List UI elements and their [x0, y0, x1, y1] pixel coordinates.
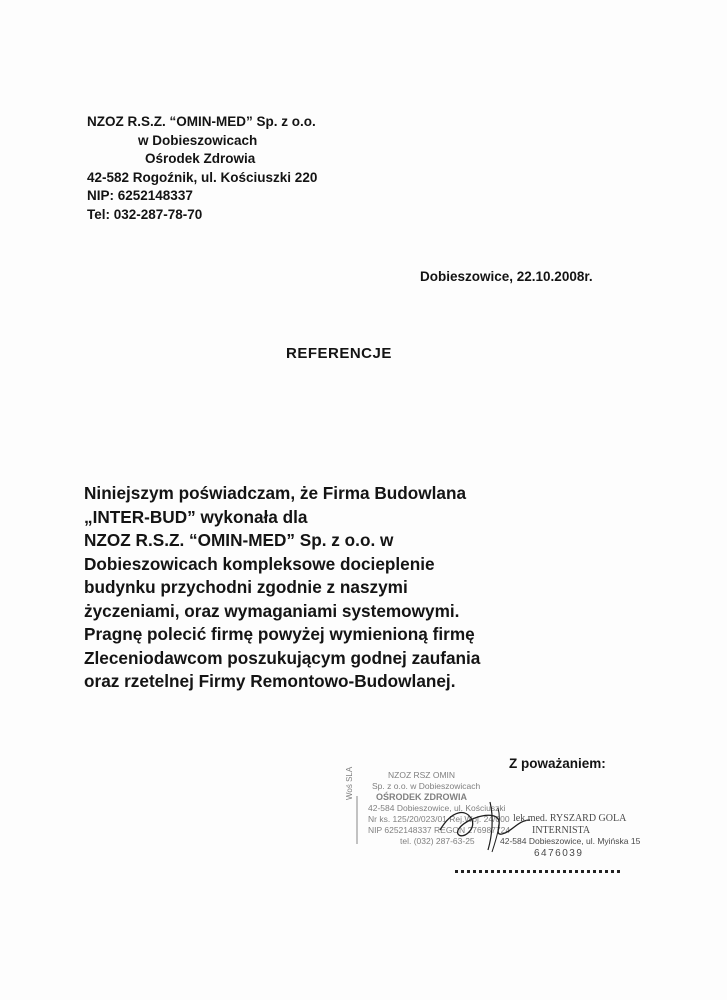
- stamp-line: tel. (032) 287-63-25: [400, 836, 475, 846]
- sender-nip: NIP: 6252148337: [87, 188, 193, 203]
- stamp-line: 42-584 Dobieszowice, ul. Kościuszki: [368, 803, 506, 813]
- doctor-stamp-name: lek.med. RYSZARD GOLA: [513, 813, 627, 824]
- stamp-line: Sp. z o.o. w Dobieszowicach: [372, 781, 481, 791]
- sender-unit: Ośrodek Zdrowia: [145, 151, 256, 166]
- body-line: Dobieszowicach kompleksowe docieplenie: [84, 553, 435, 574]
- doctor-stamp-specialty: INTERNISTA: [532, 824, 591, 836]
- stamp-line: NZOZ RSZ OMIN: [388, 770, 456, 780]
- doctor-stamp-number: 6476039: [534, 847, 584, 859]
- document-title: REFERENCJE: [286, 345, 392, 362]
- body-line: Zleceniodawcom poszukującym godnej zaufania: [84, 647, 481, 668]
- sender-address-block: [87, 113, 317, 224]
- sender-street-address: 42-582 Rogoźnik, ul. Kościuszki 220: [87, 169, 318, 185]
- sender-locality: w Dobieszowicach: [138, 132, 258, 148]
- stamp-line: NIP 6252148337 REGON 276987724: [368, 825, 511, 835]
- stamp-line: OŚRODEK ZDROWIA: [376, 792, 467, 802]
- body-line: życzeniami, oraz wymaganiami systemowymi.: [84, 600, 460, 621]
- body-line: Pragnę polecić firmę powyżej wymienioną firmę: [84, 624, 475, 644]
- body-line: budynku przychodni zgodnie z naszymi: [84, 577, 408, 597]
- stamp-side-text: Woś SLA: [345, 766, 354, 800]
- reference-body: [84, 482, 480, 694]
- body-line: NZOZ R.S.Z. “OMIN-MED” Sp. z o.o. w: [84, 530, 394, 550]
- sender-company-name: NZOZ R.S.Z. “OMIN-MED” Sp. z o.o.: [87, 114, 316, 129]
- body-line: oraz rzetelnej Firmy Remontowo-Budowlanej.: [84, 671, 456, 691]
- body-line: „INTER-BUD” wykonała dla: [84, 506, 308, 527]
- doctor-stamp: [500, 813, 640, 859]
- doctor-stamp-address: 42-584 Dobieszowice, ul. Myińska 15: [500, 836, 641, 846]
- sender-phone: Tel: 032-287-78-70: [87, 206, 203, 222]
- stamp-line: Nr ks. 125/20/023/01 Rej.Woj. 24/000: [368, 814, 510, 824]
- closing-salutation: Z poważaniem:: [509, 756, 606, 771]
- signature-dotted-line: [455, 870, 620, 873]
- stamp-frame-mark: [356, 796, 358, 844]
- body-line: Niniejszym poświadczam, że Firma Budowlana: [84, 483, 467, 503]
- document-date: Dobieszowice, 22.10.2008r.: [420, 269, 593, 284]
